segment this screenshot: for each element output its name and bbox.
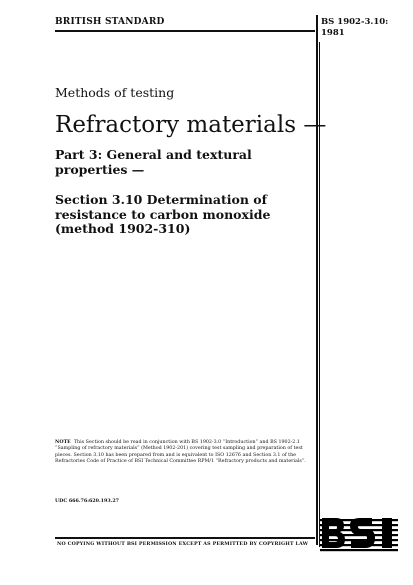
section-heading: Section 3.10 Determination of resistance to carbon monoxide (method 1902-310) [55, 192, 271, 236]
note-label: NOTE [55, 439, 71, 445]
standard-number-year: 1981 [321, 28, 345, 38]
methods-heading: Methods of testing [55, 85, 175, 100]
bsi-logo-letters [322, 518, 392, 548]
standard-number [321, 17, 401, 39]
copyright-notice: NO COPYING WITHOUT BSI PERMISSION EXCEPT AS PERMITTED BY COPYRIGHT LAW [57, 541, 309, 547]
standard-number-code: BS 1902-3.10: [321, 17, 389, 27]
bsi-logo-icon [320, 515, 398, 555]
document-title: Refractory materials — [55, 112, 327, 138]
note-text: This Section should be read in conjunction with BS 1902-3.0 “Introduction” and BS 1902-2.1 “Sampling of refractory materials” (Method 1902-201) covering test sampling and preparation of test pieces. Section 3.10 has been prepared from and is equivalent to ISO 12676 and Section 3.1 of the Refractories Code of Practice of BSI Technical Committee RPM/1 “Refractory products and materials”. [55, 440, 306, 465]
udc-code: UDC 666.76:620.193.27 [55, 498, 120, 504]
part-heading: Part 3: General and textural properties — [55, 147, 252, 177]
brand-label: BRITISH STANDARD [55, 17, 165, 27]
note-paragraph [55, 439, 317, 466]
header-rule [55, 30, 315, 32]
footer-rule [55, 537, 315, 539]
